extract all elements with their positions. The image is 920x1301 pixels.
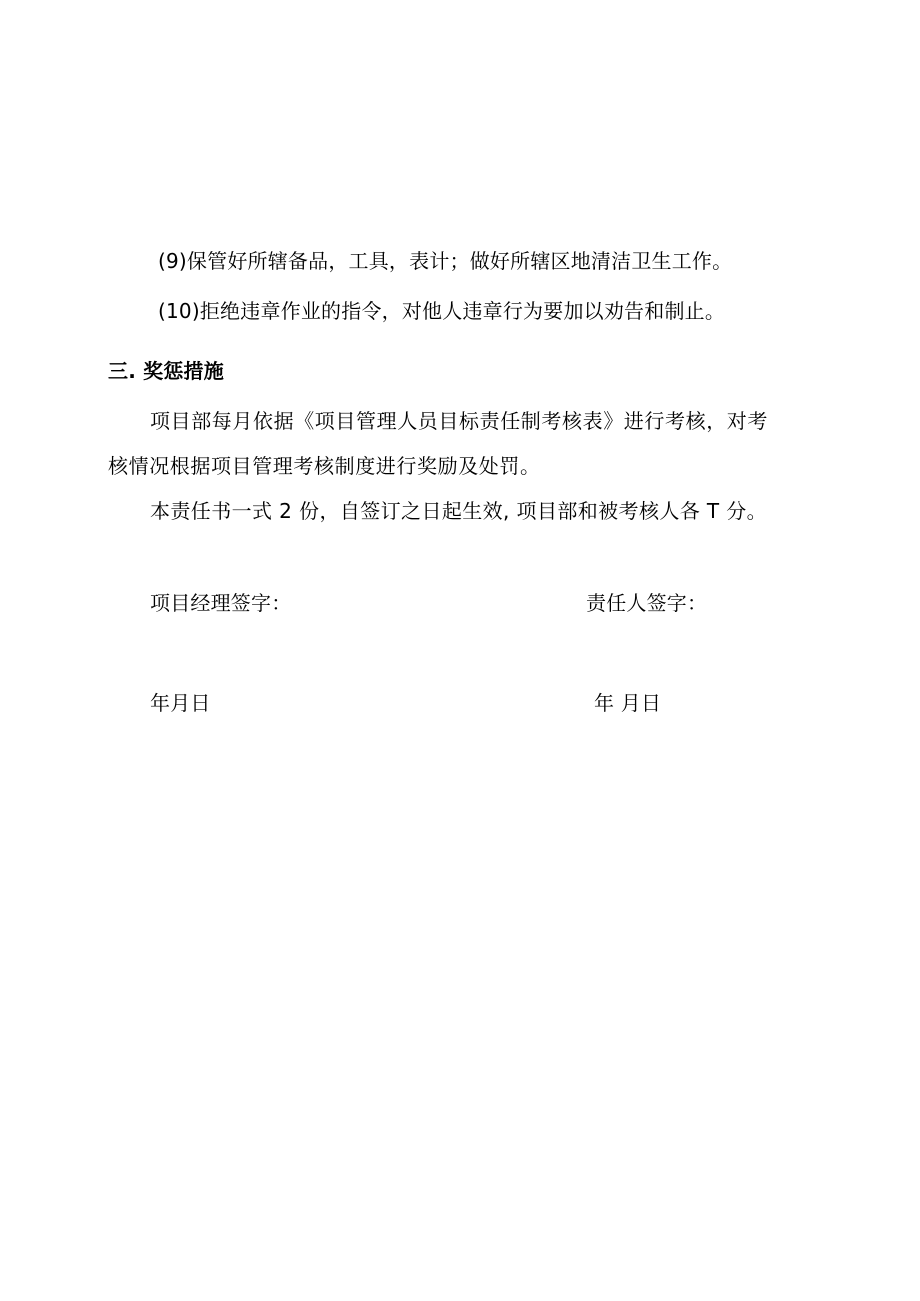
manager-signature-label: 项目经理签字： <box>150 591 292 615</box>
paragraph-assessment-line-2: 核情况根据项目管理考核制度进行奖励及处罚。 <box>108 454 541 478</box>
manager-date: 年月日 <box>150 691 211 715</box>
paragraph-validity: 本责任书一式 2 份，自签订之日起生效, 项目部和被考核人各 T 分。 <box>150 499 768 523</box>
responsible-date: 年 月日 <box>594 691 662 715</box>
duty-item-9: (9)保管好所辖备品，工具，表计；做好所辖区地清洁卫生工作。 <box>158 249 733 273</box>
section-heading: 三. 奖惩措施 <box>108 359 224 383</box>
paragraph-assessment-line-1: 项目部每月依据《项目管理人员目标责任制考核表》进行考核，对考 <box>150 409 768 433</box>
responsible-signature-label: 责任人签字： <box>586 591 708 615</box>
duty-item-10: (10)拒绝违章作业的指令，对他人违章行为要加以劝告和制止。 <box>158 299 726 323</box>
